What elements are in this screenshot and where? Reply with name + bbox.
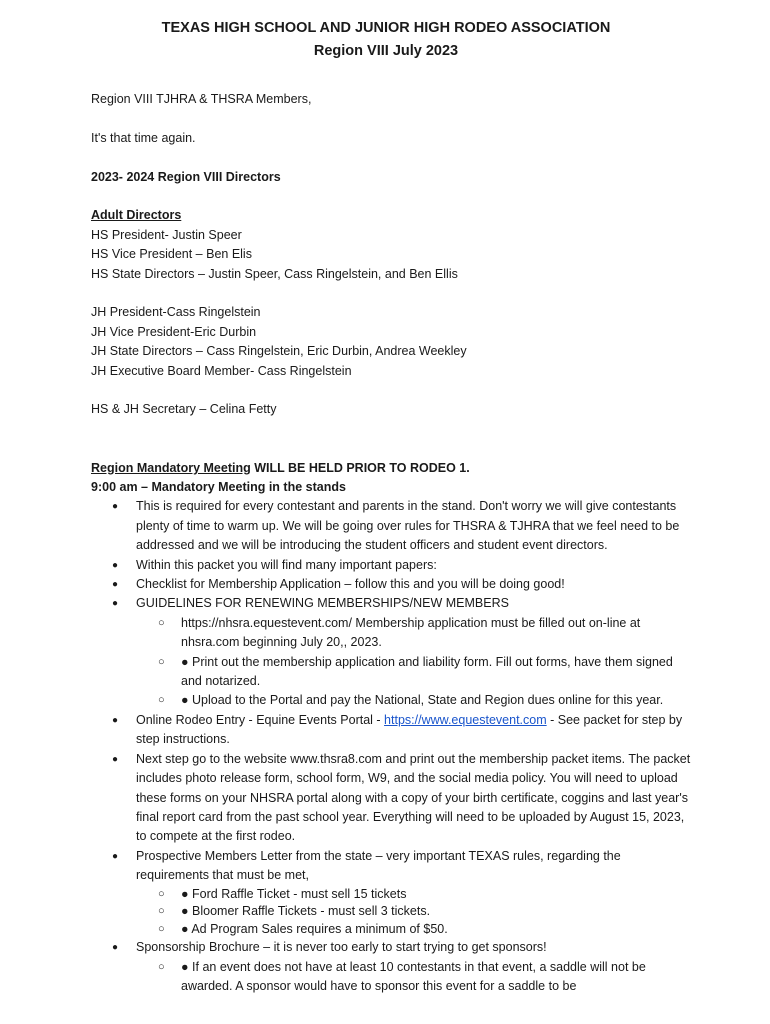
bullet-icon: ●	[112, 714, 119, 726]
circle-bullet-icon: ○	[158, 694, 165, 707]
list-item: ● GUIDELINES FOR RENEWING MEMBERSHIPS/NEW MEMBERS	[91, 594, 691, 613]
bullet-icon: ●	[112, 501, 119, 513]
list-item: ● Sponsorship Brochure – it is never too early to start trying to get sponsors!	[91, 938, 691, 957]
sub-list-item: ○ ● Upload to the Portal and pay the National, State and Region dues online for this year.	[91, 691, 691, 710]
list-item: ● Checklist for Membership Application – follow this and you will be doing good!	[91, 575, 691, 594]
info-bullet-list	[91, 497, 691, 996]
circle-bullet-icon: ○	[158, 960, 165, 973]
sub-list-item: ○ ● Bloomer Raffle Tickets - must sell 3 tickets.	[91, 903, 691, 921]
sub-list-item: ○ ● If an event does not have at least 10 contestants in that event, a saddle will not be awarded. A sponsor would have to sponsor this event for a saddle to be	[158, 959, 646, 994]
bullet-icon: ●	[112, 942, 119, 954]
circle-bullet-icon: ○	[158, 922, 165, 935]
jh-director-line: JH State Directors – Cass Ringelstein, Eric Durbin, Andrea Weekley	[91, 344, 467, 359]
greeting: Region VIII TJHRA & THSRA Members,	[91, 92, 312, 106]
list-item: ● Prospective Members Letter from the state – very important TEXAS rules, regarding the requirements that must be met,	[112, 848, 621, 883]
meeting-heading-rest: WILL BE HELD PRIOR TO RODEO 1.	[250, 460, 470, 475]
intro-line: It's that time again.	[91, 130, 196, 145]
jh-director-line: JH Vice President-Eric Durbin	[91, 324, 257, 339]
jh-director-line: JH Executive Board Member- Cass Ringelstein	[91, 363, 352, 378]
meeting-time: 9:00 am – Mandatory Meeting in the stands	[91, 480, 346, 495]
title-line-2: Region VIII July 2023	[313, 43, 459, 59]
sub-list-item: ○ ● Print out the membership application and liability form. Fill out forms, have them signed and notarized.	[158, 654, 673, 689]
hs-director-line: HS Vice President – Ben Elis	[91, 247, 252, 262]
list-item: ● Next step go to the website www.thsra8.com and print out the membership packet items. The packet includes photo release form, school form, W9, and the social media policy. You will need to upload these forms on your NHSRA portal along with a copy of your birth certificate, coggins and last year's final report card from the past school year. Everything will need to be uploaded by August 15, 2023, to compete at the first rodeo.	[112, 751, 691, 844]
jh-director-line: JH President-Cass Ringelstein	[91, 305, 261, 320]
meeting-heading	[91, 459, 691, 478]
title-line-1: TEXAS HIGH SCHOOL AND JUNIOR HIGH RODEO ASSOCIATION	[161, 20, 611, 36]
hs-director-line: HS President- Justin Speer	[91, 227, 242, 242]
sub-list-item: ○ https://nhsra.equestevent.com/ Membership application must be filled out on-line at nhsra.com beginning July 20,, 2023.	[158, 615, 641, 650]
adult-directors-heading: Adult Directors	[91, 208, 182, 223]
secretary-line: HS & JH Secretary – Celina Fetty	[91, 402, 277, 417]
equestevent-link[interactable]: https://www.equestevent.com	[384, 712, 547, 727]
directors-heading: 2023- 2024 Region VIII Directors	[91, 169, 281, 184]
sub-list-item: ○ ● Ad Program Sales requires a minimum of $50.	[91, 921, 691, 939]
list-item: ● Within this packet you will find many important papers:	[91, 556, 691, 575]
circle-bullet-icon: ○	[158, 655, 165, 668]
bullet-icon: ●	[112, 598, 119, 610]
document-page	[91, 17, 691, 997]
list-item: ● This is required for every contestant and parents in the stand. Don't worry we will give contestants plenty of time to warm up. We will be going over rules for THSRA & TJHRA that we feel need to be addressed and we will be introducing the student officers and student event directors.	[112, 499, 680, 553]
bullet-icon: ●	[112, 850, 119, 862]
circle-bullet-icon: ○	[158, 887, 165, 900]
meeting-heading-underlined: Region Mandatory Meeting	[91, 460, 251, 475]
bullet-icon: ●	[112, 753, 119, 765]
bullet-icon: ●	[112, 579, 119, 591]
circle-bullet-icon: ○	[158, 616, 165, 629]
document-title	[86, 17, 686, 63]
hs-director-line: HS State Directors – Justin Speer, Cass Ringelstein, and Ben Ellis	[91, 266, 458, 281]
circle-bullet-icon: ○	[158, 905, 165, 918]
bullet-icon: ●	[112, 559, 119, 571]
sub-list-item: ○ ● Ford Raffle Ticket - must sell 15 tickets	[91, 886, 691, 904]
list-item: ● Online Rodeo Entry - Equine Events Portal - https://www.equestevent.com - See packet for step by step instructions.	[112, 712, 683, 747]
